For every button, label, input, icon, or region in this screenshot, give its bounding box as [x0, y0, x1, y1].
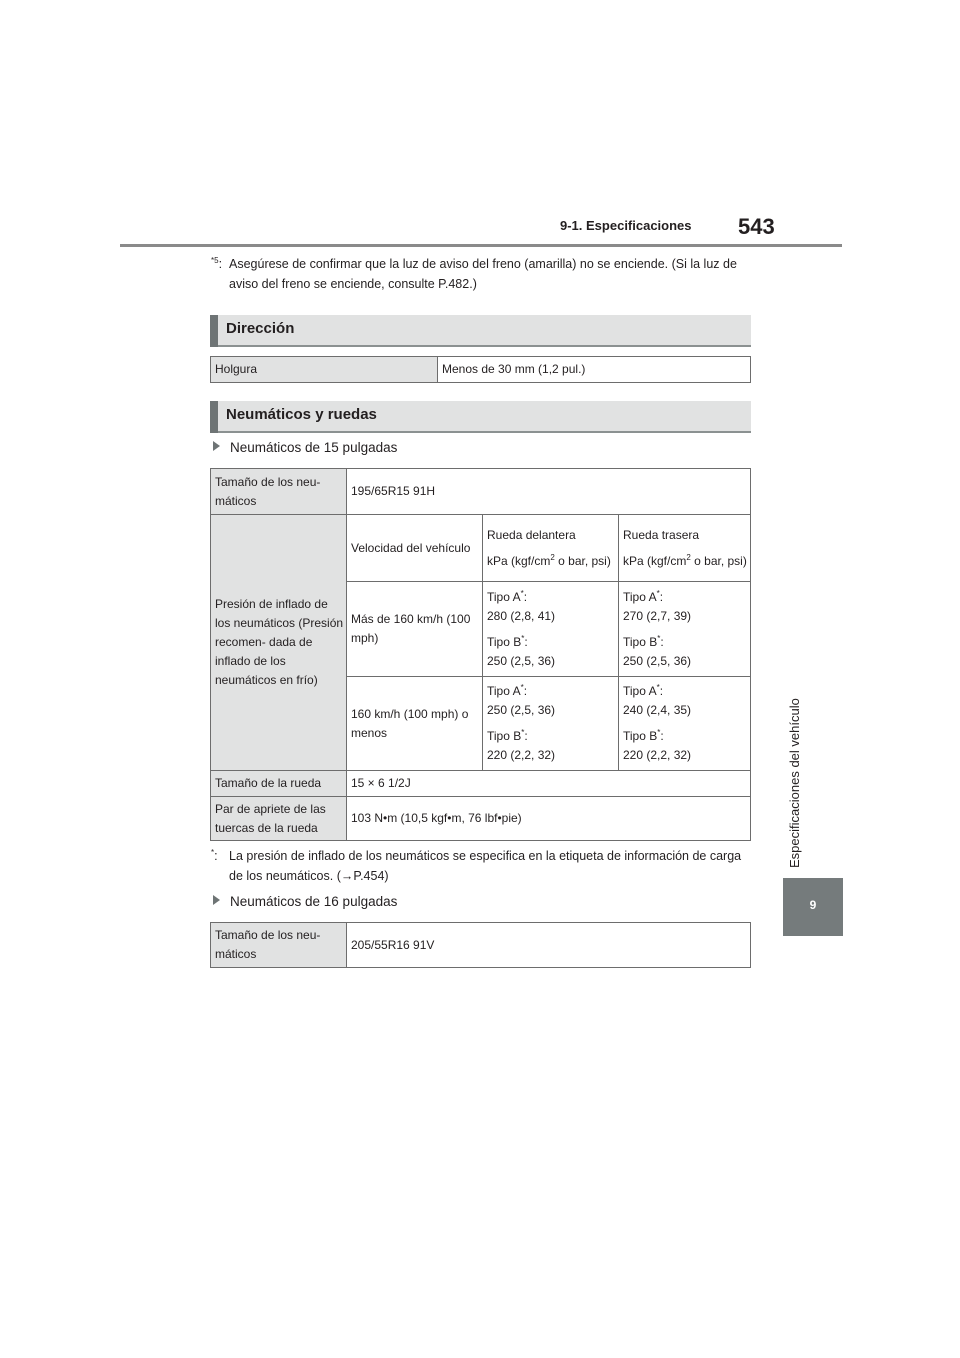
wheel-size-label: Tamaño de la rueda — [211, 771, 347, 797]
triangle-bullet-icon — [213, 441, 220, 451]
chapter-tab — [783, 878, 843, 936]
tire-size-label: Tamaño de los neu- máticos — [211, 923, 347, 968]
tire-size-value: 205/55R16 91V — [347, 923, 751, 968]
subheading-15-inch: Neumáticos de 15 pulgadas — [213, 440, 397, 455]
subheading-16-inch: Neumáticos de 16 pulgadas — [213, 894, 397, 909]
rear-pressure-over-160: Tipo A*: 270 (2,7, 39) Tipo B*: 250 (2,5, 36) — [619, 582, 751, 677]
wheel-size-value: 15 × 6 1/2J — [347, 771, 751, 797]
lug-nut-torque-label: Par de apriete de las tuercas de la rueda — [211, 797, 347, 841]
tire-15-table — [210, 468, 751, 841]
page-number: 543 — [738, 214, 775, 239]
triangle-bullet-icon — [213, 895, 220, 905]
front-wheel-header: Rueda delantera kPa ($kgf/cm^2$ o bar, psi) — [483, 515, 619, 582]
speed-over-160: Más de 160 km/h (100 mph) — [347, 582, 483, 677]
front-pressure-over-160: Tipo A*: 280 (2,8, 41) Tipo B*: 250 (2,5, 36) — [483, 582, 619, 677]
tire-size-value: 195/65R15 91H — [347, 469, 751, 515]
section-heading-direccion: Dirección — [210, 315, 751, 347]
tire-size-label: Tamaño de los neu- máticos — [211, 469, 347, 515]
tire-16-table — [210, 922, 751, 968]
rear-wheel-header: Rueda trasera kPa ($kgf/cm^2$ o bar, psi) — [619, 515, 751, 582]
header-divider — [120, 244, 842, 247]
speed-160-or-less: 160 km/h (100 mph) o menos — [347, 677, 483, 771]
tire-pressure-footnote — [211, 846, 756, 888]
rear-pressure-160-or-less: Tipo A*: 240 (2,4, 35) Tipo B*: 220 (2,2, 32) — [619, 677, 751, 771]
speed-header: Velocidad del vehículo — [347, 515, 483, 582]
chapter-tab-number: 9 — [809, 898, 817, 912]
steering-play-value: Menos de 30 mm (1,2 pul.) — [438, 357, 751, 383]
front-pressure-160-or-less: Tipo A*: 250 (2,5, 36) Tipo B*: 220 (2,2, 32) — [483, 677, 619, 771]
brake-warning-footnote — [211, 254, 756, 296]
footnote-text: Asegúrese de confirmar que la luz de aviso del freno (amarilla) no se enciende. (Si la luz de aviso del freno se enciende, consulte P.482.) — [229, 257, 737, 291]
section-title: 9-1. Especificaciones — [560, 218, 692, 233]
chapter-side-label: Especificaciones del vehículo — [787, 698, 802, 868]
footnote-mark: $^{*5}$: — [211, 255, 223, 271]
tire-pressure-label: Presión de inflado de los neumáticos (Presión recomen- dada de inflado de los neumáticos en frío) — [211, 515, 347, 771]
footnote-text: La presión de inflado de los neumáticos se especifica en la etiqueta de información de carga de los neumáticos. (→P.454) — [229, 849, 742, 883]
steering-play-label: Holgura — [211, 357, 438, 383]
lug-nut-torque-value: 103 N•m (10,5 kgf•m, 76 lbf•pie) — [347, 797, 751, 841]
section-heading-neumaticos: Neumáticos y ruedas — [210, 401, 751, 433]
steering-table — [210, 356, 751, 383]
footnote-mark: *: — [211, 847, 218, 863]
